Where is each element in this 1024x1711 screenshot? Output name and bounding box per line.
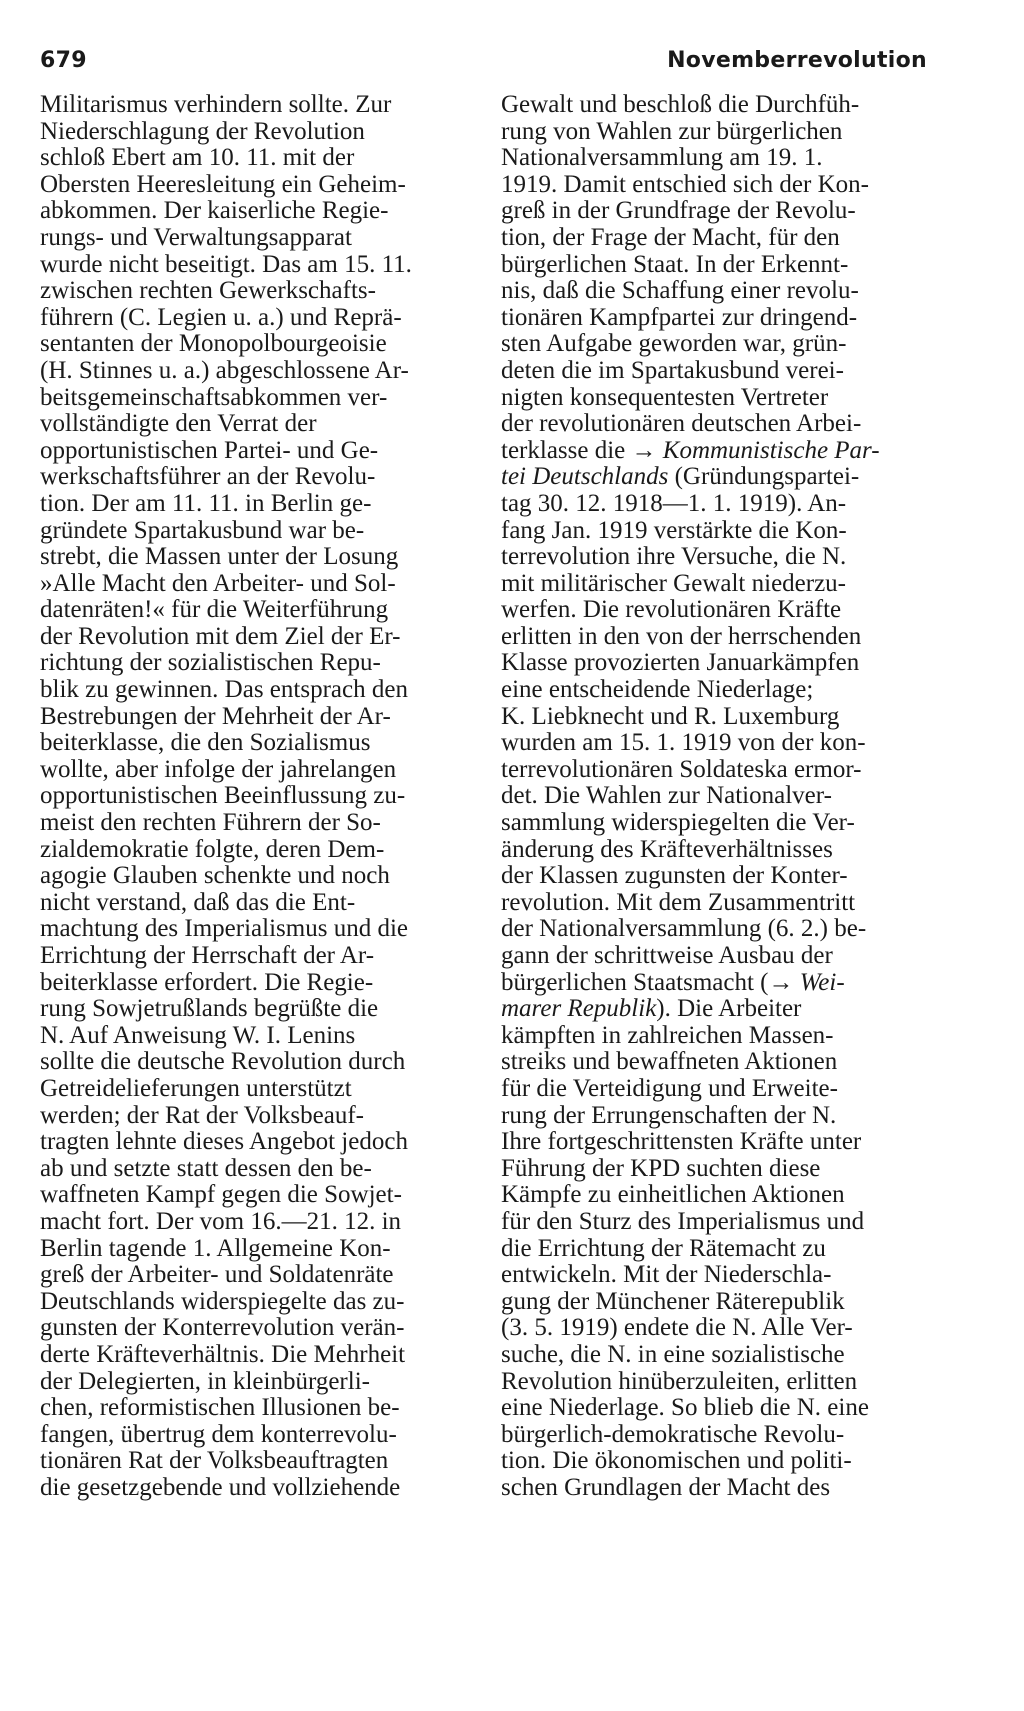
text-segment: K. Liebknecht und R. Luxemburg bbox=[501, 702, 840, 730]
text-segment: 1919. Damit entschied sich der Kon- bbox=[501, 170, 869, 198]
text-segment: meist den rechten Führern der So- bbox=[40, 809, 381, 837]
text-line bbox=[501, 863, 925, 890]
text-line bbox=[501, 1023, 925, 1050]
text-line bbox=[501, 145, 925, 172]
text-segment: die gesetzgebende und vollziehende bbox=[40, 1473, 401, 1501]
text-line bbox=[501, 1076, 925, 1103]
text-line bbox=[501, 996, 925, 1023]
text-segment: machtung des Imperialismus und die bbox=[40, 915, 408, 943]
text-line bbox=[40, 943, 464, 970]
text-segment: revolution. Mit dem Zusammentritt bbox=[501, 888, 856, 916]
text-segment: nigten konsequentesten Vertreter bbox=[501, 383, 829, 411]
text-segment: sammlung widerspiegelten die Ver- bbox=[501, 809, 855, 837]
text-segment: tionären Rat der Volksbeauftragten bbox=[40, 1447, 389, 1475]
text-line bbox=[501, 1049, 925, 1076]
text-segment: der Revolution mit dem Ziel der Er- bbox=[40, 622, 401, 650]
text-line bbox=[40, 1448, 464, 1475]
text-segment: nis, daß die Schaffung einer revolu- bbox=[501, 277, 859, 305]
text-line bbox=[501, 252, 925, 279]
text-line bbox=[501, 544, 925, 571]
text-line bbox=[501, 411, 925, 438]
text-segment: greß in der Grundfrage der Revolu- bbox=[501, 197, 856, 225]
text-segment: chen, reformistischen Illusionen be- bbox=[40, 1394, 400, 1422]
text-line bbox=[40, 92, 464, 119]
text-line bbox=[40, 1209, 464, 1236]
text-line bbox=[501, 92, 925, 119]
text-line bbox=[40, 1475, 464, 1502]
text-segment: fang Jan. 1919 verstärkte die Kon- bbox=[501, 516, 847, 544]
text-line bbox=[501, 1129, 925, 1156]
page-header bbox=[40, 48, 927, 82]
text-segment: terrevolution ihre Versuche, die N. bbox=[501, 543, 847, 571]
text-line bbox=[40, 677, 464, 704]
text-segment: zwischen rechten Gewerkschafts- bbox=[40, 277, 376, 305]
text-line bbox=[40, 783, 464, 810]
text-line bbox=[40, 1182, 464, 1209]
text-line bbox=[40, 1289, 464, 1316]
text-segment: agogie Glauben schenkte und noch bbox=[40, 862, 390, 890]
text-line bbox=[40, 970, 464, 997]
text-segment: schen Grundlagen der Macht des bbox=[501, 1473, 831, 1501]
text-line bbox=[501, 1262, 925, 1289]
text-segment: abkommen. Der kaiserliche Regie- bbox=[40, 197, 389, 225]
text-segment: für den Sturz des Imperialismus und bbox=[501, 1207, 865, 1235]
text-segment: gung der Münchener Räterepublik bbox=[501, 1287, 845, 1315]
text-line bbox=[501, 837, 925, 864]
text-segment: Nationalversammlung am 19. 1. bbox=[501, 144, 823, 172]
text-line bbox=[501, 1422, 925, 1449]
text-segment: Gewalt und beschloß die Durchfüh- bbox=[501, 91, 860, 118]
text-segment: der revolutionären deutschen Arbei- bbox=[501, 410, 862, 438]
text-segment: rung von Wahlen zur bürgerlichen bbox=[501, 117, 843, 145]
text-segment: suche, die N. in eine sozialistische bbox=[501, 1340, 845, 1368]
text-line bbox=[501, 438, 925, 465]
text-segment: det. Die Wahlen zur Nationalver- bbox=[501, 782, 832, 810]
text-line bbox=[40, 438, 464, 465]
text-segment: gründete Spartakusbund war be- bbox=[40, 516, 365, 544]
text-line bbox=[501, 783, 925, 810]
text-line bbox=[40, 1076, 464, 1103]
text-segment: datenräten!« für die Weiterführung bbox=[40, 596, 389, 624]
text-segment: tion. Die ökonomischen und politi- bbox=[501, 1447, 852, 1475]
text-segment: sollte die deutsche Revolution durch bbox=[40, 1048, 406, 1076]
text-segment: richtung der sozialistischen Repu- bbox=[40, 649, 381, 677]
text-segment: tion. Der am 11. 11. in Berlin ge- bbox=[40, 489, 372, 517]
text-line bbox=[501, 1315, 925, 1342]
text-line bbox=[40, 491, 464, 518]
text-line bbox=[40, 863, 464, 890]
text-segment: macht fort. Der vom 16.—21. 12. in bbox=[40, 1207, 402, 1235]
text-line bbox=[501, 597, 925, 624]
text-segment: terrevolutionären Soldateska ermor- bbox=[501, 755, 862, 783]
text-line bbox=[40, 385, 464, 412]
text-segment: streiks und bewaffneten Aktionen bbox=[501, 1048, 838, 1076]
text-line bbox=[501, 305, 925, 332]
text-segment: Deutschlands widerspiegelte das zu- bbox=[40, 1287, 405, 1315]
text-line bbox=[501, 1475, 925, 1502]
text-segment: entwickeln. Mit der Niederschla- bbox=[501, 1261, 832, 1289]
text-line bbox=[501, 198, 925, 225]
text-line bbox=[501, 225, 925, 252]
text-line bbox=[40, 278, 464, 305]
text-line bbox=[40, 119, 464, 146]
text-line bbox=[40, 1156, 464, 1183]
text-segment: sentanten der Monopolbourgeoisie bbox=[40, 330, 387, 358]
text-line bbox=[40, 1129, 464, 1156]
text-segment: Kämpfe zu einheitlichen Aktionen bbox=[501, 1181, 845, 1209]
text-line bbox=[40, 650, 464, 677]
text-segment: wollte, aber infolge der jahrelangen bbox=[40, 755, 397, 783]
text-segment: greß der Arbeiter- und Soldatenräte bbox=[40, 1261, 394, 1289]
text-line bbox=[501, 571, 925, 598]
text-segment: Berlin tagende 1. Allgemeine Kon- bbox=[40, 1234, 391, 1262]
text-segment: rungs- und Verwaltungsapparat bbox=[40, 223, 352, 251]
text-segment: ab und setzte statt dessen den be- bbox=[40, 1154, 372, 1182]
text-line bbox=[40, 916, 464, 943]
text-segment: bürgerlichen Staatsmacht (→ bbox=[501, 968, 800, 996]
text-line bbox=[501, 810, 925, 837]
text-line bbox=[40, 411, 464, 438]
text-segment: N. Auf Anweisung W. I. Lenins bbox=[40, 1021, 356, 1049]
text-line bbox=[501, 119, 925, 146]
text-line bbox=[501, 730, 925, 757]
text-line bbox=[501, 1342, 925, 1369]
text-line bbox=[40, 1395, 464, 1422]
text-line bbox=[501, 1395, 925, 1422]
text-segment: opportunistischen Partei- und Ge- bbox=[40, 436, 379, 464]
text-segment: gunsten der Konterrevolution verän- bbox=[40, 1314, 405, 1342]
text-line bbox=[40, 172, 464, 199]
text-line bbox=[40, 464, 464, 491]
text-line bbox=[501, 970, 925, 997]
text-segment: (3. 5. 1919) endete die N. Alle Ver- bbox=[501, 1314, 853, 1342]
text-line bbox=[40, 1262, 464, 1289]
text-line bbox=[501, 704, 925, 731]
text-segment: »Alle Macht den Arbeiter- und Sol- bbox=[40, 569, 396, 597]
text-line bbox=[501, 1182, 925, 1209]
text-line bbox=[501, 278, 925, 305]
text-segment: werden; der Rat der Volksbeauf- bbox=[40, 1101, 364, 1129]
text-segment: (Gründungspartei- bbox=[668, 463, 860, 491]
text-segment: beiterklasse erfordert. Die Regie- bbox=[40, 968, 374, 996]
text-line bbox=[501, 677, 925, 704]
page-number: 679 bbox=[40, 48, 87, 73]
running-title: Novemberrevolution bbox=[667, 48, 927, 73]
text-line bbox=[501, 1289, 925, 1316]
text-segment: änderung des Kräfteverhältnisses bbox=[501, 835, 833, 863]
text-line bbox=[501, 1209, 925, 1236]
text-line bbox=[40, 704, 464, 731]
text-segment: beiterklasse, die den Sozialismus bbox=[40, 729, 371, 757]
text-segment: kämpften in zahlreichen Massen- bbox=[501, 1021, 834, 1049]
text-line bbox=[501, 1236, 925, 1263]
italic-reference: Kommunistische Par- bbox=[662, 436, 880, 464]
text-line bbox=[501, 1448, 925, 1475]
text-segment: der Nationalversammlung (6. 2.) be- bbox=[501, 915, 867, 943]
text-segment: erlitten in den von der herrschenden bbox=[501, 622, 862, 650]
text-segment: tragten lehnte dieses Angebot jedoch bbox=[40, 1128, 408, 1156]
text-segment: tionären Kampfpartei zur dringend- bbox=[501, 303, 858, 331]
text-line bbox=[40, 1049, 464, 1076]
text-line bbox=[40, 597, 464, 624]
text-segment: der Delegierten, in kleinbürgerli- bbox=[40, 1367, 370, 1395]
text-segment: (H. Stinnes u. a.) abgeschlossene Ar- bbox=[40, 356, 409, 384]
text-line bbox=[40, 1023, 464, 1050]
text-line bbox=[40, 837, 464, 864]
text-segment: Niederschlagung der Revolution bbox=[40, 117, 365, 145]
text-line bbox=[40, 730, 464, 757]
text-segment: wurde nicht beseitigt. Das am 15. 11. bbox=[40, 250, 412, 278]
text-segment: opportunistischen Beeinflussung zu- bbox=[40, 782, 406, 810]
text-line bbox=[501, 890, 925, 917]
text-line bbox=[501, 943, 925, 970]
text-segment: Klasse provozierten Januarkämpfen bbox=[501, 649, 860, 677]
text-line bbox=[40, 1315, 464, 1342]
text-line bbox=[501, 916, 925, 943]
text-line bbox=[40, 996, 464, 1023]
text-line bbox=[501, 650, 925, 677]
text-column-left bbox=[40, 92, 464, 1501]
text-segment: beitsgemeinschaftsabkommen ver- bbox=[40, 383, 388, 411]
text-segment: vollständigte den Verrat der bbox=[40, 410, 317, 438]
text-segment: deten die im Spartakusbund verei- bbox=[501, 356, 844, 384]
text-segment: eine Niederlage. So blieb die N. eine bbox=[501, 1394, 869, 1422]
text-line bbox=[40, 624, 464, 651]
text-line bbox=[40, 252, 464, 279]
text-line bbox=[40, 810, 464, 837]
text-segment: werkschaftsführer an der Revolu- bbox=[40, 463, 376, 491]
text-segment: Revolution hinüberzuleiten, erlitten bbox=[501, 1367, 858, 1395]
text-line bbox=[40, 890, 464, 917]
text-segment: bürgerlich-demokratische Revolu- bbox=[501, 1420, 845, 1448]
text-segment: Militarismus verhindern sollte. Zur bbox=[40, 91, 392, 118]
text-segment: bürgerlichen Staat. In der Erkennt- bbox=[501, 250, 849, 278]
text-segment: werfen. Die revolutionären Kräfte bbox=[501, 596, 842, 624]
text-line bbox=[501, 464, 925, 491]
text-segment: Bestrebungen der Mehrheit der Ar- bbox=[40, 702, 391, 730]
text-segment: rung Sowjetrußlands begrüßte die bbox=[40, 995, 379, 1023]
text-line bbox=[501, 1369, 925, 1396]
text-line bbox=[40, 571, 464, 598]
text-segment: Obersten Heeresleitung ein Geheim- bbox=[40, 170, 406, 198]
italic-reference: tei Deutschlands bbox=[501, 463, 669, 491]
text-segment: führern (C. Legien u. a.) und Reprä- bbox=[40, 303, 402, 331]
text-segment: die Errichtung der Rätemacht zu bbox=[501, 1234, 826, 1262]
text-segment: blik zu gewinnen. Das entsprach den bbox=[40, 676, 408, 704]
text-line bbox=[40, 1369, 464, 1396]
text-segment: waffneten Kampf gegen die Sowjet- bbox=[40, 1181, 402, 1209]
text-segment: zialdemokratie folgte, deren Dem- bbox=[40, 835, 385, 863]
text-line bbox=[40, 518, 464, 545]
text-line bbox=[40, 145, 464, 172]
text-segment: schloß Ebert am 10. 11. mit der bbox=[40, 144, 355, 172]
text-column-right bbox=[501, 92, 925, 1501]
text-line bbox=[501, 757, 925, 784]
text-segment: ). Die Arbeiter bbox=[656, 995, 802, 1023]
italic-reference: marer Republik bbox=[501, 995, 657, 1023]
text-segment: terklasse die → bbox=[501, 436, 663, 464]
text-line bbox=[40, 544, 464, 571]
text-line bbox=[40, 1236, 464, 1263]
text-segment: wurden am 15. 1. 1919 von der kon- bbox=[501, 729, 866, 757]
text-segment: rung der Errungenschaften der N. bbox=[501, 1101, 837, 1129]
text-line bbox=[501, 491, 925, 518]
text-line bbox=[40, 198, 464, 225]
text-line bbox=[40, 1422, 464, 1449]
text-segment: sten Aufgabe geworden war, grün- bbox=[501, 330, 847, 358]
text-segment: Getreidelieferungen unterstützt bbox=[40, 1074, 352, 1102]
italic-reference: Wei- bbox=[799, 968, 845, 996]
text-line bbox=[40, 331, 464, 358]
text-segment: tag 30. 12. 1918—1. 1. 1919). An- bbox=[501, 489, 847, 517]
text-line bbox=[40, 225, 464, 252]
text-line bbox=[501, 172, 925, 199]
text-line bbox=[40, 305, 464, 332]
text-segment: eine entscheidende Niederlage; bbox=[501, 676, 814, 704]
text-line bbox=[501, 358, 925, 385]
text-segment: für die Verteidigung und Erweite- bbox=[501, 1074, 838, 1102]
text-line bbox=[40, 1342, 464, 1369]
text-segment: der Klassen zugunsten der Konter- bbox=[501, 862, 848, 890]
text-line bbox=[501, 1156, 925, 1183]
text-segment: tion, der Frage der Macht, für den bbox=[501, 223, 840, 251]
text-segment: mit militärischer Gewalt niederzu- bbox=[501, 569, 847, 597]
text-segment: strebt, die Massen unter der Losung bbox=[40, 543, 399, 571]
text-line bbox=[40, 1103, 464, 1130]
text-segment: nicht verstand, daß das die Ent- bbox=[40, 888, 356, 916]
text-segment: Errichtung der Herrschaft der Ar- bbox=[40, 942, 375, 969]
text-segment: derte Kräfteverhältnis. Die Mehrheit bbox=[40, 1340, 406, 1368]
text-line bbox=[501, 331, 925, 358]
text-segment: fangen, übertrug dem konterrevolu- bbox=[40, 1420, 397, 1448]
text-line bbox=[40, 358, 464, 385]
text-line bbox=[501, 1103, 925, 1130]
text-segment: gann der schrittweise Ausbau der bbox=[501, 942, 833, 969]
text-line bbox=[501, 518, 925, 545]
text-line bbox=[40, 757, 464, 784]
text-line bbox=[501, 624, 925, 651]
text-segment: Ihre fortgeschrittensten Kräfte unter bbox=[501, 1128, 862, 1156]
text-line bbox=[501, 385, 925, 412]
text-segment: Führung der KPD suchten diese bbox=[501, 1154, 821, 1182]
